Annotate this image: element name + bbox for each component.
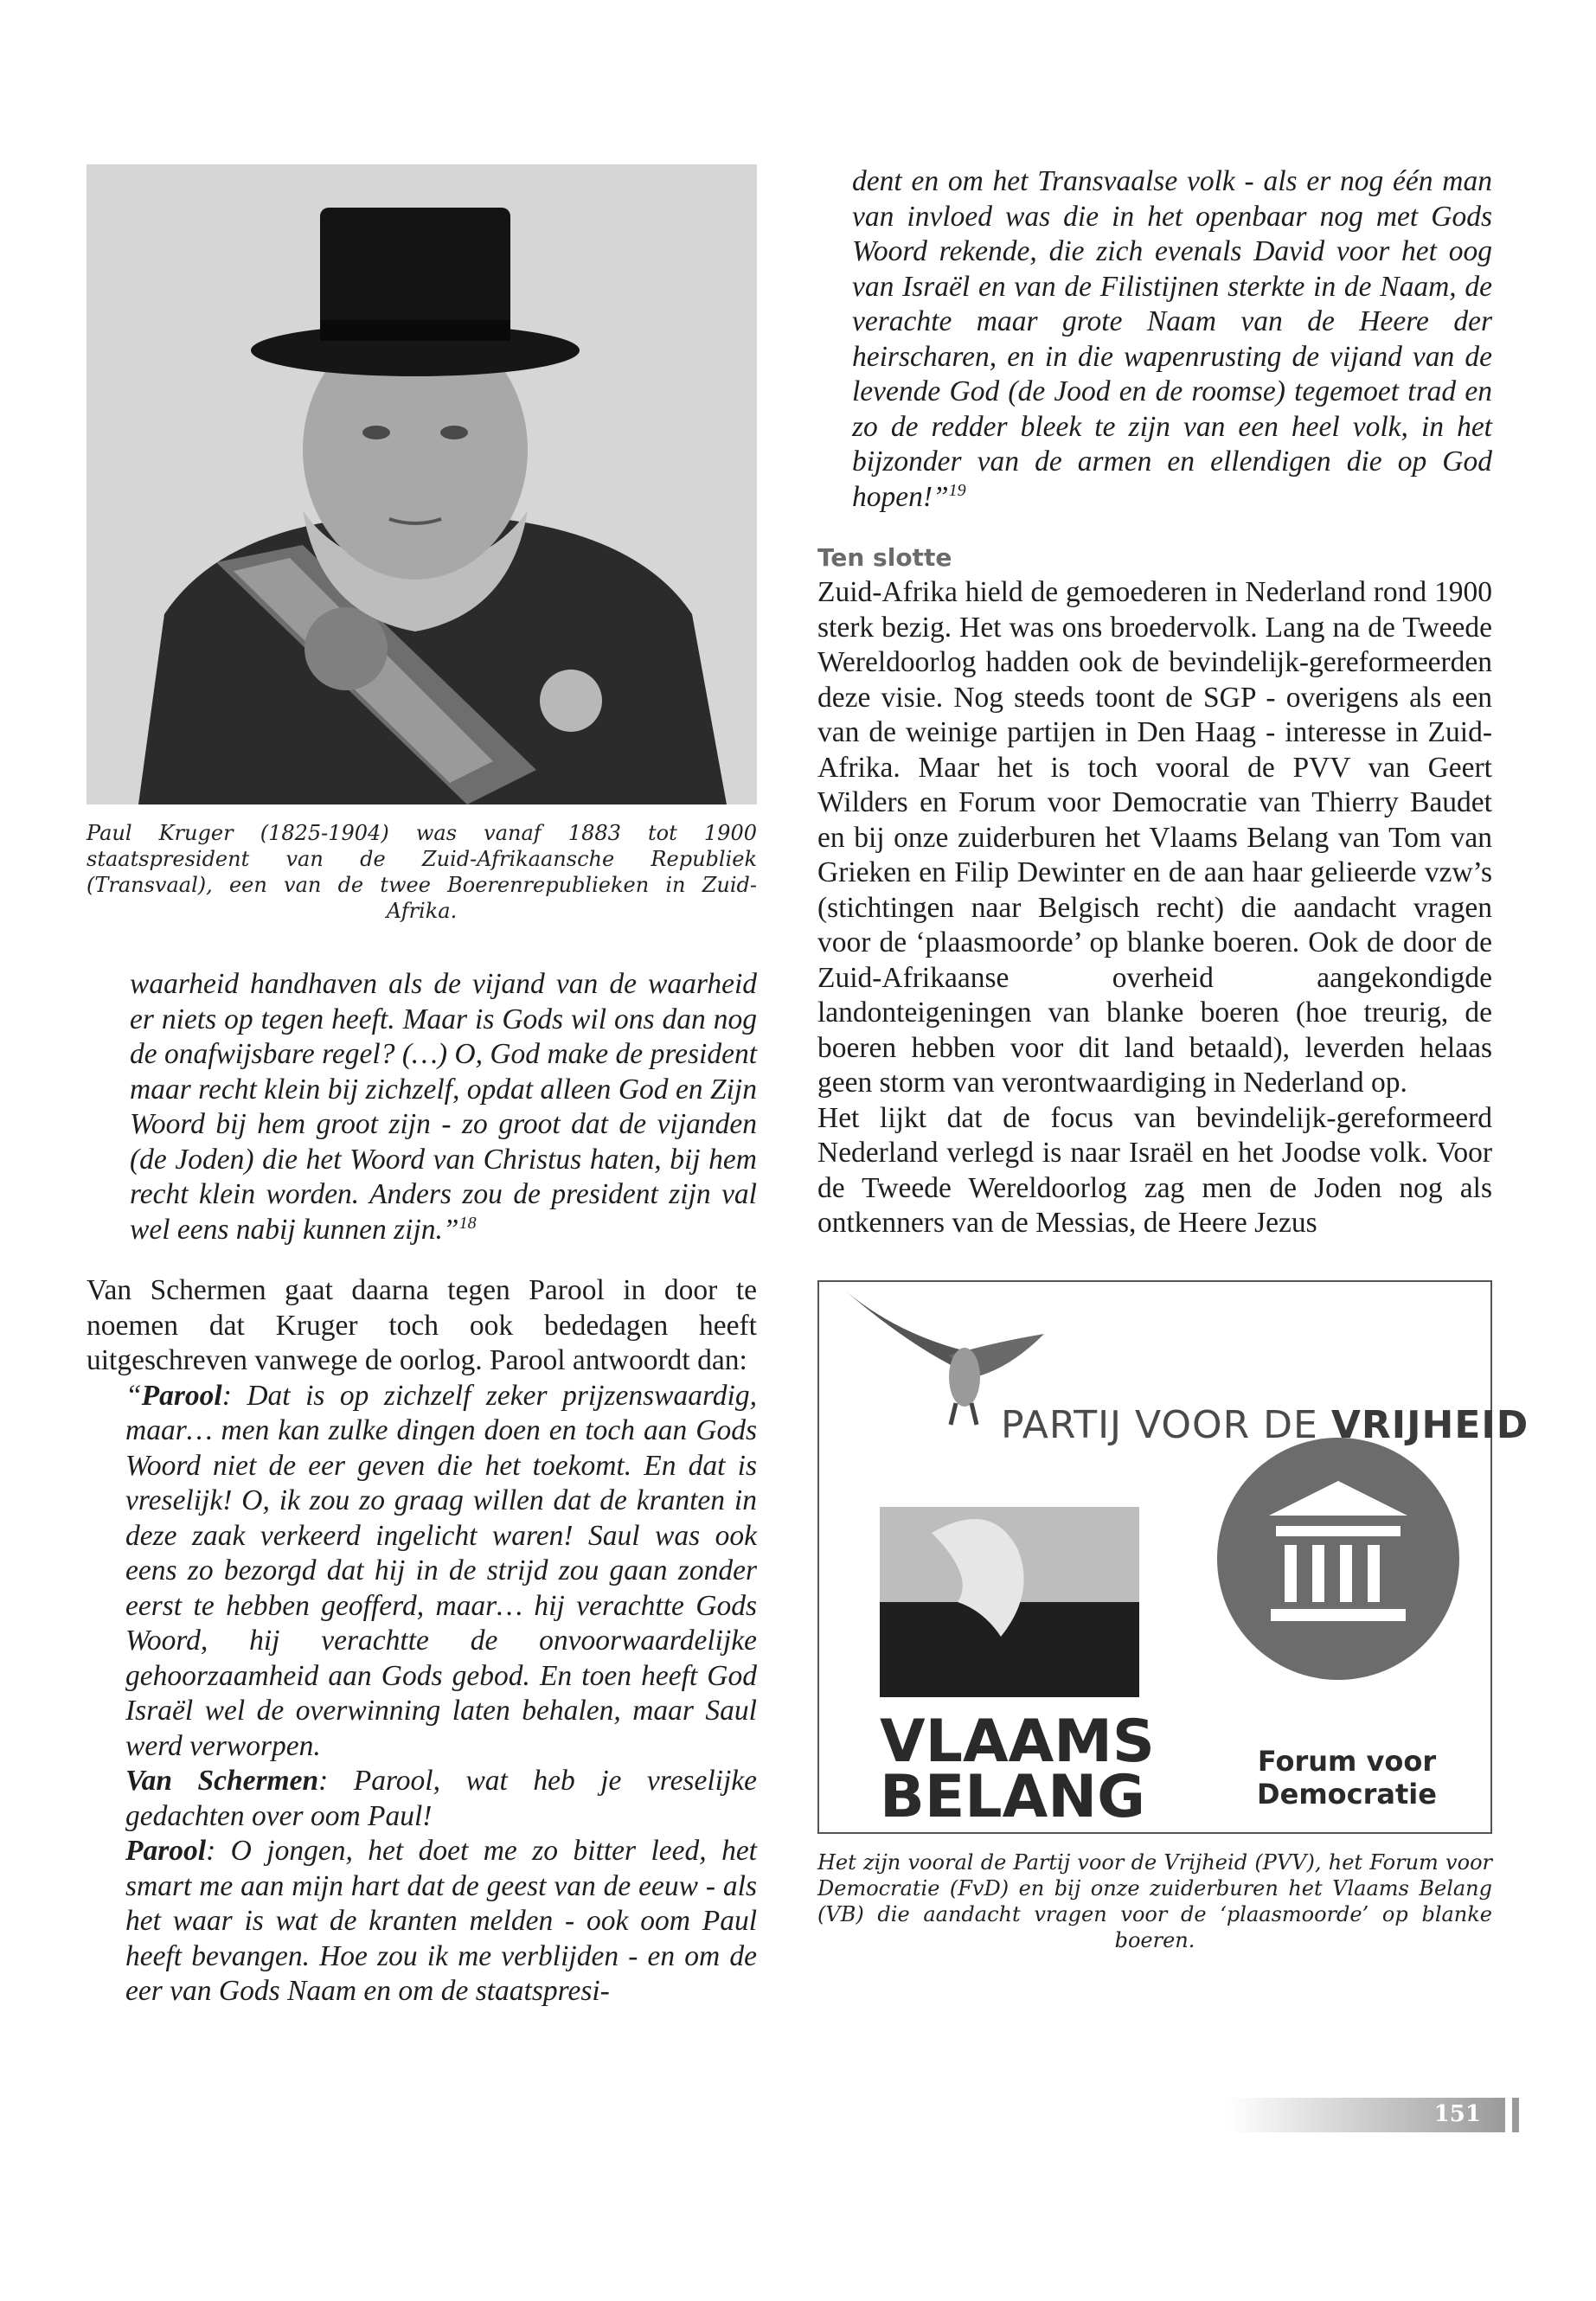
logos-caption: Het zijn vooral de Partij voor de Vrijheid (PVV), het Forum voor Democratie (FvD) en bij onze zuiderburen het Vlaams Belang (VB) die aandacht vragen voor de ‘plaasmoorde’ op blanke boeren. xyxy=(817,1849,1492,1952)
page-number: 151 xyxy=(1433,2101,1481,2127)
fvd-logo-text: Forum voor Democratie xyxy=(1257,1744,1437,1811)
dialogue-line: “Parool: Dat is op zichzelf zeker prijzenswaardig, maar… men kan zulke dingen doen en toch aan Gods Woord niet de eer geven die het toekomt. En dat is vreselijk! O, ik zou zo graag willen dat de kranten in deze zaak verkeerd ingelicht waren! Saul was ook eens zo bezorgd dat hij in de strijd zou gaan zonder eerst te hebben geofferd, maar… hij verachtte Gods Woord, hij verachtte de onvoorwaardelijke gehoorzaamheid aan Gods gebod. En toen heeft God Israël wel de overwinning laten behalen, maar Saul werd verworpen. xyxy=(125,1379,757,1762)
speaker-name: Parool xyxy=(141,1379,222,1412)
footnote-marker: 18 xyxy=(458,1213,477,1233)
quote-continuation xyxy=(130,967,757,1247)
party-logos-image xyxy=(817,1280,1529,1834)
page-number-tab xyxy=(1512,2098,1519,2132)
dialogue-block xyxy=(125,1379,757,2009)
body-paragraph: Van Schermen gaat daarna tegen Parool in door te noemen dat Kruger toch ook bededagen heeft uitgeschreven vanwege de oorlog. Parool antwoordt dan: xyxy=(87,1274,757,1376)
footnote-marker: 19 xyxy=(948,480,966,500)
fvd-temple-icon xyxy=(1217,1438,1459,1680)
vb-logo-text: VLAAMS BELANG xyxy=(880,1707,1155,1831)
dialogue-line: Parool: O jongen, het doet me zo bitter leed, het smart me aan mijn hart dat de geest van de eeuw - als het waar is wat de kranten melden - ook oom Paul heeft bevangen. Hoe zou ik me verblijden - en om de eer van Gods Naam en om de staatspresi- xyxy=(125,1835,757,2007)
portrait-illustration xyxy=(87,164,757,804)
page-number-bar xyxy=(1228,2098,1505,2132)
quote-text: waarheid handhaven als de vijand van de waarheid er niets op tegen heeft. Maar is Gods wil ons dan nog de onafwijsbare regel? (…) O, God make de president maar recht klein bij zichzelf, opdat alleen God en Zijn Woord bij hem groot zijn - zo groot dat de vijanden (de Joden) die het Woord van Christus haten, bij hem recht klein worden. Anders zou de president zijn val wel eens nabij kunnen zijn.” xyxy=(130,968,757,1246)
body-paragraph: Het lijkt dat de focus van bevindelijk-gereformeerd Nederland verlegd is naar Israël en het Joodse volk. Voor de Tweede Wereldoorlog zag men de Joden nog als ontkenners van de Messias, de Heere Jezus xyxy=(817,1101,1492,1239)
quote-end xyxy=(852,164,1492,515)
seagull-icon xyxy=(845,1291,966,1368)
dialogue-line: Van Schermen: Parool, wat heb je vreselijke gedachten over oom Paul! xyxy=(125,1765,757,1832)
body-text xyxy=(87,1273,757,2009)
section-heading: Ten slotte xyxy=(817,543,952,572)
body-paragraph: Zuid-Afrika hield de gemoederen in Nederland rond 1900 sterk bezig. Het was ons broedervolk. Lang na de Tweede Wereldoorlog hadden ook de bevindelijk-gereformeerden deze visie. Nog steeds toont de SGP - overigens als een van de weinige partijen in Den Haag - interesse in Zuid-Afrika. Maar het is toch vooral de PVV van Geert Wilders en Forum voor Democratie van Thierry Baudet en bij onze zuiderburen het Vlaams Belang van Tom van Grieken en Filip Dewinter en de aan haar gelieerde vzw’s (stichtingen naar Belgisch recht) die aandacht vragen voor de ‘plaasmoorde’ op blanke boeren. Ook de door de Zuid-Afrikaanse overheid aangekondigde landonteigeningen van blanke boeren (hoe treurig, de boeren hebben voor dit land betaald), leverden helaas geen storm van verontwaardiging in Nederland op. xyxy=(817,576,1492,1099)
photo-caption: Paul Kruger (1825-1904) was vanaf 1883 tot 1900 staatspresident van de Zuid-Afrikaansche Republiek (Transvaal), een van de twee Boerenrepublieken in Zuid-Afrika. xyxy=(87,821,757,923)
pvv-logo-text: PARTIJ VOOR DE VRIJHEID xyxy=(1001,1402,1529,1447)
right-column xyxy=(817,164,1529,1953)
left-column xyxy=(87,164,757,2009)
speaker-name: Van Schermen xyxy=(125,1765,319,1797)
speaker-name: Parool xyxy=(125,1835,207,1867)
quote-text: dent en om het Transvaalse volk - als er nog één man van invloed was die in het openbaar nog met Gods Woord rekende, die zich evenals David voor het oog van Israël en van de Filistijnen sterkte in de Naam, de verachte maar grote Naam van de Heere der heirscharen, en in die wapenrusting de vijand van de levende God (de Jood en de roomse) tegemoet trad en zo de redder bleek te zijn van een heel volk, in het bijzonder van de armen en ellendigen die op God hopen!” xyxy=(852,165,1492,513)
body-text xyxy=(817,575,1492,1241)
kruger-photo xyxy=(87,164,757,804)
